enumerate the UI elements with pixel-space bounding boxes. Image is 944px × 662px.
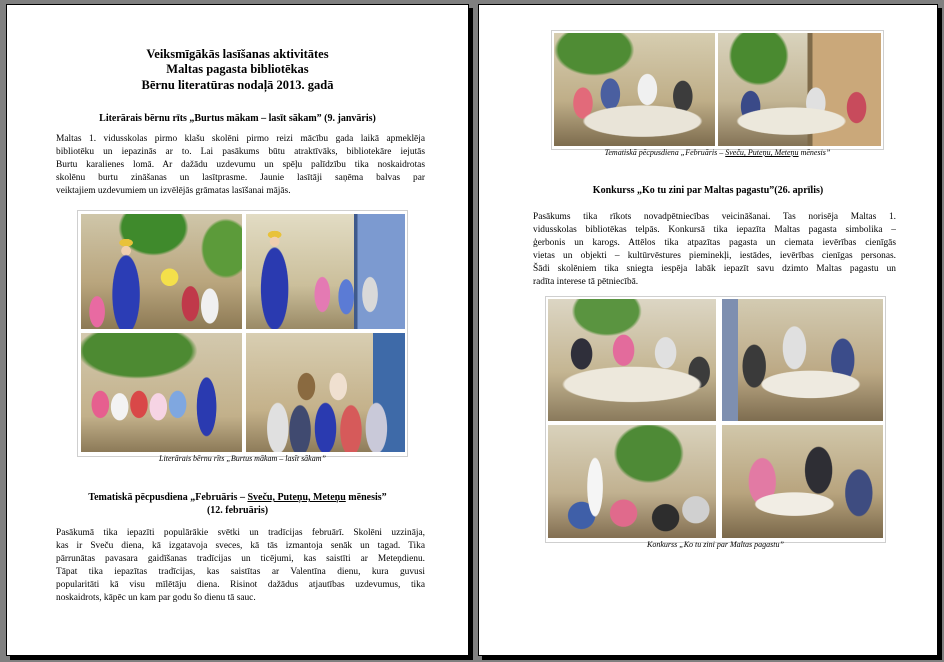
photo-quiz-classroom — [548, 299, 716, 421]
photo-children-working — [718, 33, 881, 146]
section2-paragraph-line: Tāpat tika iepazītas tradīcijas, kas saistītas ar Valentīna dienu, kura guvusi — [56, 567, 425, 577]
document-title-line-1: Veiksmīgākās lasīšanas aktivitātes — [146, 47, 329, 61]
section3-paragraph-line: vietas un objekti – kultūrvēstures pieminekļi, iestādes, ievērības cienīgas personas. — [533, 251, 896, 261]
section2-paragraph-line: noskaidrots, kāpēc un kam par godu šo dienu tā sauc. — [56, 593, 256, 603]
section3-photo-grid — [545, 296, 886, 543]
section1-paragraph-line: bibliotēku un iepazinās ar to. Lai pasākums būtu atraktīvāks, bibliotekāre iejutās — [56, 147, 425, 157]
section1-paragraph-line: Burtu karalienes lomā. Ar dažādu uzdevumu un spēļu palīdzību tika noskaidrotas — [56, 160, 425, 170]
section1-photo-caption: Literārais bērnu rīts „Burtus mākam – lasīt sākam” — [159, 454, 326, 463]
section1-paragraph-line: Maltas 1. vidusskolas pirmo klašu skolēni pirmo reizi mācību gada laikā apmeklēja — [56, 134, 425, 144]
section2-paragraph-line: pārrunātas pavasara gaidīšanas tradīcijas un ticējumi, kas saistīti ar Meteņdienu. — [56, 554, 425, 564]
section2-heading: Tematiskā pēcpusdiena „Februāris – Sveču, Puteņu, Meteņu mēnesis” — [88, 492, 387, 503]
section3-paragraph-line: Pasākums tika rīkots novadpētniecības veicināšanai. Tas norisēja Maltas 1. — [533, 212, 896, 222]
section2-photo-grid — [551, 30, 884, 150]
section3-paragraph-line: Šādi skolēniem tika sniegta iespēja labāk iepazīt savu dzimto Maltas pagastu un — [533, 264, 896, 274]
section3-photo-caption: Konkurss „Ko tu zini par Maltas pagastu” — [647, 540, 784, 549]
section3-paragraph-line: vidusskolas bibliotēkas telpās. Konkursā tika iepazīta Maltas pagasta simbolika – — [533, 225, 896, 235]
section1-paragraph-line: skolēnu burtu zināšanas un lasītprasme. Jaunie lasītāji saņēma balvas par — [56, 173, 425, 183]
section2-paragraph-line: Pasākumā tika iepazīti populārākie svētki un tradīcijas februārī. Skolēni uzzināja, — [56, 528, 425, 538]
section3-paragraph-line: ģerbonis un karogs. Attēlos tika atpazītas pagasta un ciemata ievērības cienīgās — [533, 238, 896, 248]
section2-caption-underlined: Sveču, Puteņu, Meteņu — [725, 148, 799, 157]
right-page — [478, 4, 938, 656]
section2-photo-caption: Tematiskā pēcpusdiena „Februāris – Sveču, Puteņu, Meteņu mēnesis” — [604, 148, 831, 157]
section2-date: (12. februāris) — [206, 505, 269, 516]
left-page — [6, 4, 469, 656]
section1-heading: Literārais bērnu rīts „Burtus mākam – lasīt sākam” (9. janvāris) — [99, 113, 376, 124]
section2-heading-underlined: Sveču, Puteņu, Meteņu — [247, 492, 346, 503]
photo-children-at-table — [554, 33, 715, 146]
photo-group-portrait — [246, 333, 405, 452]
document-title-line-2: Maltas pagasta bibliotēkas — [166, 62, 309, 76]
photo-quiz-closeup — [722, 425, 883, 538]
photo-children-game — [246, 214, 405, 329]
photo-letter-queen-with-children — [81, 214, 242, 329]
photo-quiz-library — [722, 299, 883, 421]
photo-quiz-presenter — [548, 425, 716, 538]
section1-photo-grid — [77, 210, 408, 457]
section3-heading: Konkurss „Ko tu zini par Maltas pagastu”(26. aprīlis) — [592, 185, 824, 196]
photo-group-with-librarian — [81, 333, 242, 452]
section2-paragraph-line: popularitāti kā visu mīlētāju diena. Risinot dažādus atjautības uzdevumus, tika — [56, 580, 425, 590]
section1-paragraph-line: veiktajiem uzdevumiem un izvēlējās grāmatas lasīšanai mājās. — [56, 186, 291, 196]
document-title-line-3: Bērnu literatūras nodaļā 2013. gadā — [141, 78, 334, 92]
section2-paragraph-line: kas ir Sveču diena, kā izgatavoja sveces, kā tās izmantoja senāk un tagad. Tika — [56, 541, 425, 551]
section3-paragraph-line: radīta interese tā pētniecībā. — [533, 277, 639, 287]
